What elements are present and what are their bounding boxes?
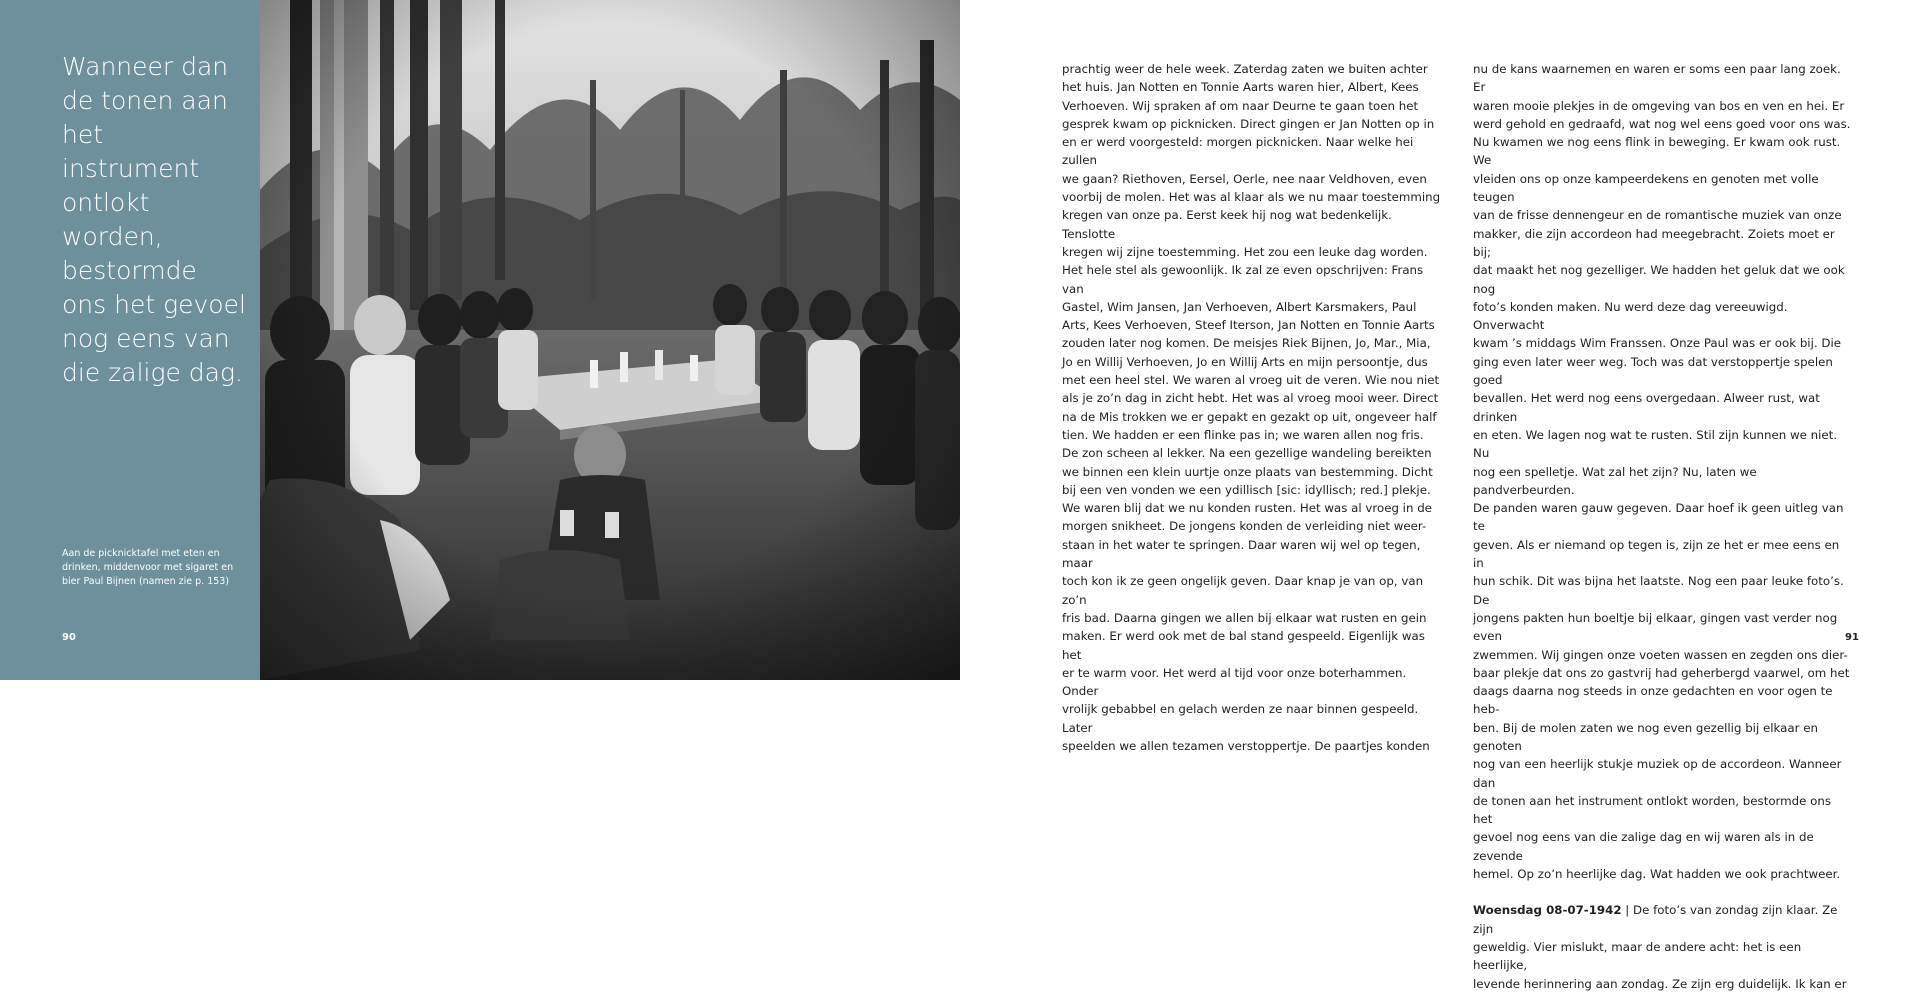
body-line: prachtig weer de hele week. Zaterdag zaten we buiten achter: [1062, 62, 1428, 76]
body-line: Gastel, Wim Jansen, Jan Verhoeven, Albert Karsmakers, Paul: [1062, 299, 1417, 314]
body-line: waren mooie plekjes in de omgeving van bos en ven en hei. Er: [1473, 98, 1845, 113]
body-line: maken. Er werd ook met de bal stand gespeeld. Eigenlijk was het: [1062, 629, 1425, 662]
body-line: daags daarna nog steeds in onze gedachten en voor ogen te heb-: [1473, 684, 1833, 717]
body-line: morgen snikheet. De jongens konden de verleiding niet weer-: [1062, 519, 1427, 534]
body-line: voorbij de molen. Het was al klaar als we nu maar toestemming: [1062, 190, 1441, 205]
body-line: na de Mis trokken we er gepakt en gezakt op uit, ongeveer half: [1062, 409, 1437, 424]
entry-separator: |: [1621, 903, 1634, 918]
entry-line: levende herinnering aan zondag. Ze zijn erg duidelijk. Ik kan er: [1473, 976, 1847, 991]
body-line: staan in het water te springen. Daar waren wij wel op tegen, maar: [1062, 537, 1421, 571]
entry-date: Woensdag 08-07-1942: [1473, 903, 1622, 918]
body-line: dat maakt het nog gezelliger. We hadden het geluk dat we ook nog: [1473, 263, 1845, 296]
body-line: Het hele stel als gewoonlijk. Ik zal ze even opschrijven: Frans van: [1062, 263, 1424, 296]
body-line: werd gehold en gedraafd, wat nog wel eens goed voor ons was.: [1473, 116, 1851, 131]
body-line: nog van een heerlijk stukje muziek op de accordeon. Wanneer dan: [1473, 757, 1842, 790]
entry-line: De foto’s van zondag zijn klaar. Ze zijn: [1473, 903, 1838, 936]
body-line: met een heel stel. We waren al vroeg uit de veren. Wie nou niet: [1062, 373, 1440, 388]
body-line: gesprek kwam op picknicken. Direct gingen er Jan Notten op in: [1062, 116, 1435, 131]
body-line: bevallen. Het werd nog eens overgedaan. Alweer rust, wat drinken: [1473, 391, 1820, 424]
paragraph-gap: [1473, 883, 1853, 901]
body-line: en er werd voorgesteld: morgen picknicken. Naar welke hei zullen: [1062, 135, 1414, 168]
body-line: hun schik. Dit was bijna het laatste. Nog een paar leuke foto’s. De: [1473, 574, 1844, 607]
body-line: en eten. We lagen nog wat te rusten. Stil zijn kunnen we niet. Nu: [1473, 427, 1838, 461]
body-line: ben. Bij de molen zaten we nog even gezellig bij elkaar en genoten: [1473, 720, 1818, 753]
body-line: speelden we allen tezamen verstoppertje. De paartjes konden: [1062, 738, 1430, 753]
body-line: gevoel nog eens van die zalige dag en wij waren als in de zevende: [1473, 830, 1814, 863]
text-column-2: [1473, 60, 1853, 993]
body-line: Verhoeven. Wij spraken af om naar Deurne te gaan toen het: [1062, 98, 1419, 113]
body-line: foto’s konden maken. Nu werd deze dag vereeuwigd. Onverwacht: [1473, 299, 1788, 333]
left-page-panel: [0, 0, 260, 680]
body-line: jongens pakten hun boeltje bij elkaar, gingen vast verder nog even: [1473, 610, 1838, 644]
body-line: geven. Als er niemand op tegen is, zijn ze het er mee eens en in: [1473, 537, 1840, 571]
body-line: Arts, Kees Verhoeven, Steef Iterson, Jan Notten en Tonnie Aarts: [1062, 318, 1435, 333]
body-line: we binnen een klein uurtje onze plaats van bestemming. Dicht: [1062, 464, 1433, 479]
entry-line: geweldig. Vier mislukt, maar de andere acht: het is een heerlijke,: [1473, 939, 1802, 973]
body-line: toch kon ik ze geen ongelijk geven. Daar knap je van op, van zo’n: [1062, 574, 1424, 607]
diary-entry-first-line: [1473, 901, 1853, 938]
body-line: er te warm voor. Het werd al tijd voor onze boterhammen. Onder: [1062, 665, 1407, 699]
body-line: nog een spelletje. Wat zal het zijn? Nu, laten we pandverbeurden.: [1473, 464, 1757, 497]
body-line: bij een ven vonden we een ydillisch [sic: idyllisch; red.] plekje.: [1062, 482, 1431, 497]
page-number-right: 91: [1845, 632, 1859, 643]
picnic-photo: [260, 0, 960, 680]
body-line: De zon scheen al lekker. Na een gezellige wandeling bereikten: [1062, 446, 1432, 461]
body-line: vleiden ons op onze kampeerdekens en genoten met volle teugen: [1473, 171, 1819, 205]
body-line: fris bad. Daarna gingen we allen bij elkaar wat rusten en gein: [1062, 610, 1427, 625]
photo-caption: Aan de picknicktafel met eten en drinken, middenvoor met sigaret en bier Paul Bijnen (namen zie p. 153): [62, 548, 234, 587]
body-line: als je zo’n dag in zicht hebt. Het was al vroeg mooi weer. Direct: [1062, 391, 1439, 406]
pull-quote: Wanneer dan de tonen aan het instrument ontlokt worden, bestormde ons het gevoel nog eens van die zalige dag.: [62, 52, 246, 387]
body-line: nu de kans waarnemen en waren er soms een paar lang zoek. Er: [1473, 62, 1841, 95]
right-page: [960, 0, 1920, 991]
body-line: We waren blij dat we nu konden rusten. Het was al vroeg in de: [1062, 501, 1432, 516]
body-line: makker, die zijn accordeon had meegebracht. Zoiets moet er bij;: [1473, 226, 1835, 259]
body-line: we gaan? Riethoven, Eersel, Oerle, nee naar Veldhoven, even: [1062, 171, 1427, 186]
body-line: zwemmen. Wij gingen onze voeten wassen en zegden ons dier-: [1473, 647, 1848, 662]
body-line: hemel. Op zo’n heerlijke dag. Wat hadden we ook prachtweer.: [1473, 867, 1841, 882]
body-line: tien. We hadden er een flinke pas in; we waren allen nog fris.: [1062, 427, 1424, 442]
body-line: kwam ’s middags Wim Franssen. Onze Paul was er ook bij. Die: [1473, 336, 1841, 351]
body-line: zouden later nog komen. De meisjes Riek Bijnen, Jo, Mar., Mia,: [1062, 336, 1431, 351]
body-line: het huis. Jan Notten en Tonnie Aarts waren hier, Albert, Kees: [1062, 80, 1419, 95]
body-line: vrolijk gebabbel en gelach werden ze naar binnen gespeeld. Later: [1062, 702, 1419, 735]
text-column-1: [1062, 60, 1442, 755]
body-line: baar plekje dat ons zo gastvrij had geherbergd vaarwel, om het: [1473, 665, 1850, 680]
body-line: van de frisse dennengeur en de romantische muziek van onze: [1473, 208, 1842, 223]
body-line: De panden waren gauw gegeven. Daar hoef ik geen uitleg van te: [1473, 501, 1844, 534]
body-line: kregen van onze pa. Eerst keek hij nog wat bedenkelijk. Tenslotte: [1062, 208, 1392, 241]
page-number-left: 90: [62, 632, 76, 643]
body-line: ging even later weer weg. Toch was dat verstoppertje spelen goed: [1473, 354, 1833, 388]
body-line: kregen wij zijne toestemming. Het zou een leuke dag worden.: [1062, 244, 1428, 259]
body-line: de tonen aan het instrument ontlokt worden, bestormde ons het: [1473, 793, 1832, 827]
body-line: Nu kwamen we nog eens flink in beweging. Er kwam ook rust. We: [1473, 135, 1841, 168]
body-line: Jo en Willij Verhoeven, Jo en Willij Arts en mijn persoontje, dus: [1062, 354, 1428, 369]
